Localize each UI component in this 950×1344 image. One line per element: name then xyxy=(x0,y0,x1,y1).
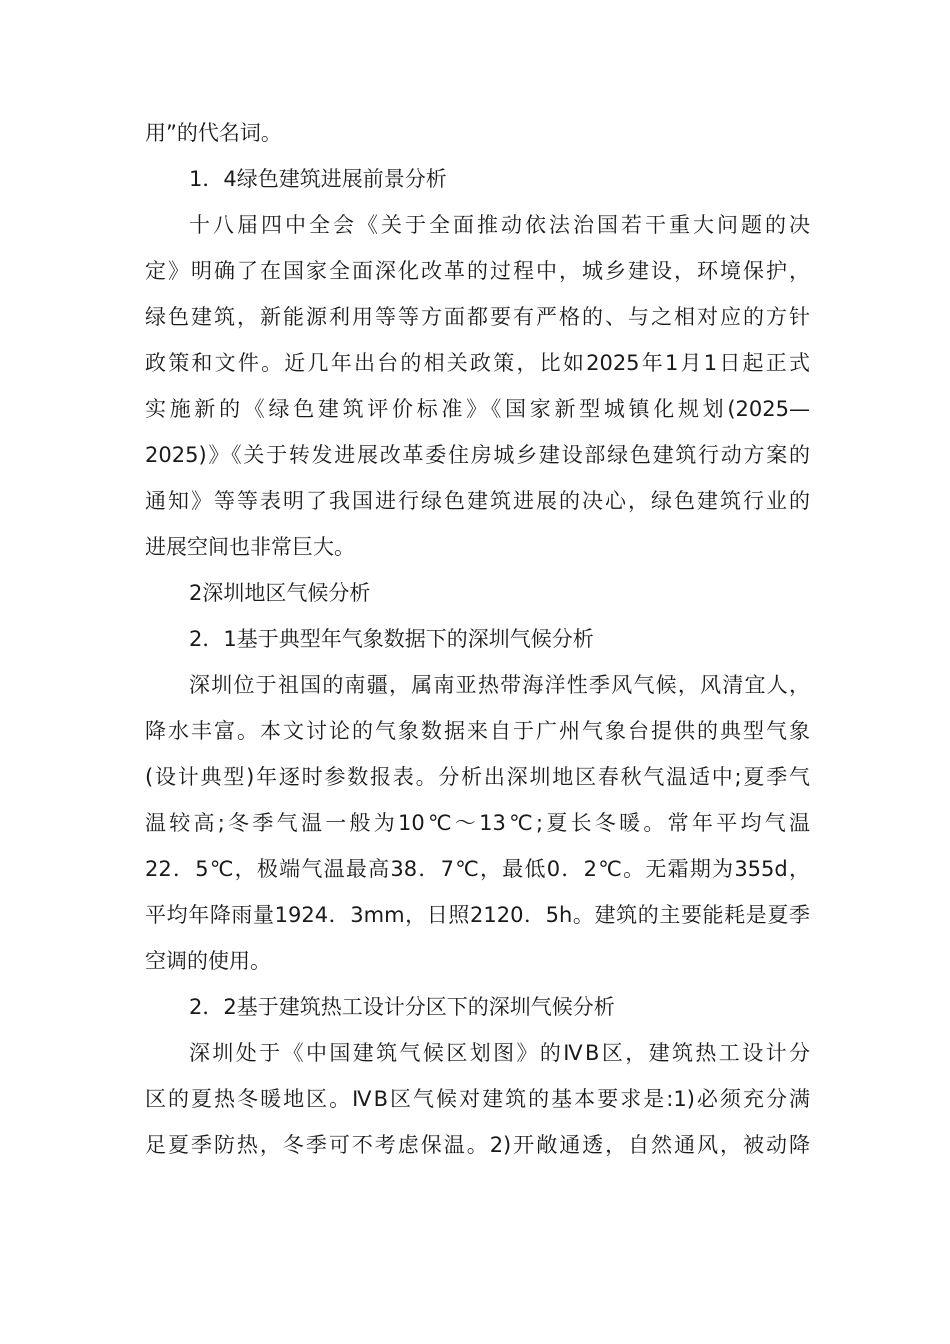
section-heading: 2．1基于典型年气象数据下的深圳气候分析 xyxy=(189,627,594,651)
paragraph-line: 区的夏热冬暖地区。ⅣB区气候对建筑的基本要求是:1)必须充分满 xyxy=(145,1087,810,1111)
paragraph-line: 十八届四中全会《关于全面推动依法治国若干重大问题的决 xyxy=(189,213,810,237)
paragraph-line: 实施新的《绿色建筑评价标准》《国家新型城镇化规划(2025— xyxy=(145,397,810,421)
paragraph-line: 深圳位于祖国的南疆，属南亚热带海洋性季风气候，风清宜人， xyxy=(189,673,810,697)
paragraph-line: 温较高;冬季气温一般为10℃～13℃;夏长冬暖。常年平均气温 xyxy=(145,811,810,835)
paragraph-line: 政策和文件。近几年出台的相关政策，比如2025年1月1日起正式 xyxy=(145,351,810,375)
paragraph-line: 22．5℃，极端气温最高38．7℃，最低0．2℃。无霜期为355d， xyxy=(145,857,810,881)
paragraph-line: 平均年降雨量1924．3mm，日照2120．5h。建筑的主要能耗是夏季 xyxy=(145,903,810,927)
section-heading: 2．2基于建筑热工设计分区下的深圳气候分析 xyxy=(189,995,615,1019)
section-heading: 2深圳地区气候分析 xyxy=(189,581,371,605)
paragraph-line: 绿色建筑，新能源利用等等方面都要有严格的、与之相对应的方针 xyxy=(145,305,810,329)
paragraph-line: 空调的使用。 xyxy=(145,949,271,973)
paragraph-line: 深圳处于《中国建筑气候区划图》的ⅣB区，建筑热工设计分 xyxy=(189,1041,810,1065)
paragraph-line: (设计典型)年逐时参数报表。分析出深圳地区春秋气温适中;夏季气 xyxy=(145,765,810,789)
document-body xyxy=(145,110,810,1168)
paragraph-line: 通知》等等表明了我国进行绿色建筑进展的决心，绿色建筑行业的 xyxy=(145,489,810,513)
paragraph-line: 2025)》《关于转发进展改革委住房城乡建设部绿色建筑行动方案的 xyxy=(145,443,810,467)
section-heading: 1．4绿色建筑进展前景分析 xyxy=(189,167,447,191)
paragraph-line: 进展空间也非常巨大。 xyxy=(145,535,355,559)
paragraph-line: 足夏季防热，冬季可不考虑保温。2)开敞通透，自然通风，被动降 xyxy=(145,1133,810,1157)
paragraph-line: 定》明确了在国家全面深化改革的过程中，城乡建设，环境保护， xyxy=(145,259,810,283)
paragraph-line: 降水丰富。本文讨论的气象数据来自于广州气象台提供的典型气象 xyxy=(145,719,810,743)
paragraph-line: 用”的代名词。 xyxy=(145,121,282,145)
